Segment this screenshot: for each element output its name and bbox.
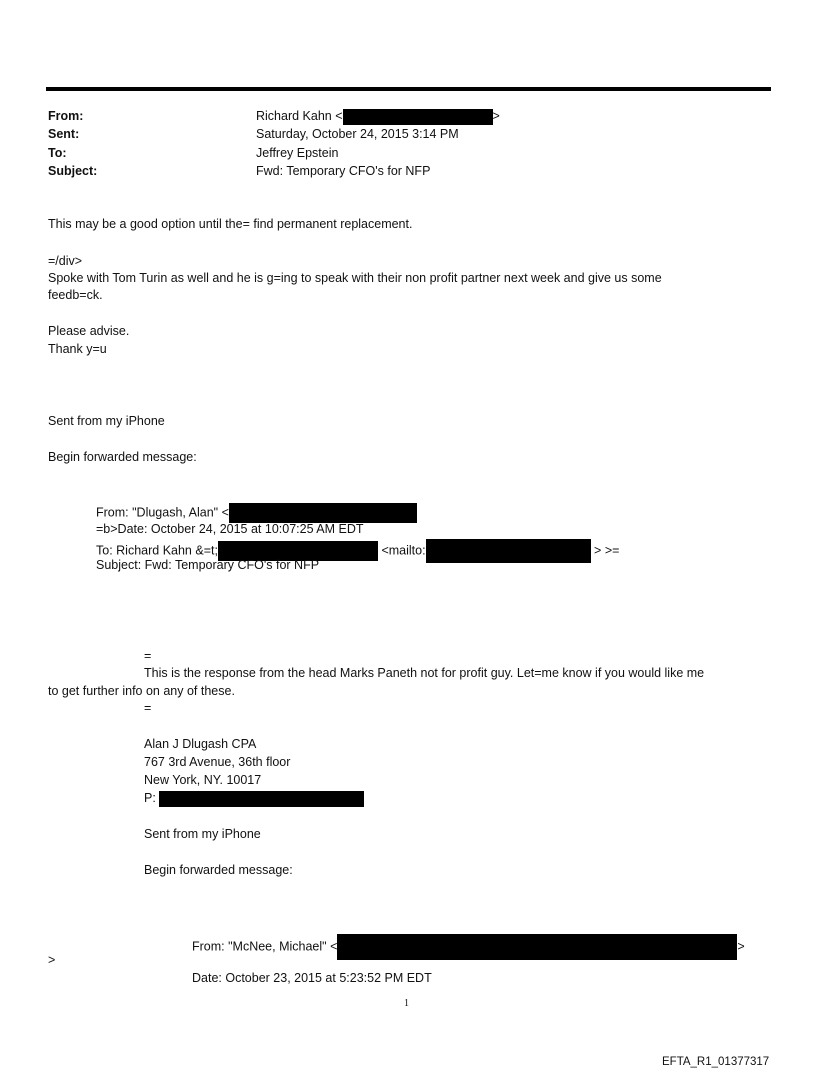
body-line: Spoke with Tom Turin as well and he is g=ing to speak with their non profit partner next week and give us some	[48, 271, 662, 285]
fwd1-body-line: This is the response from the head Marks Paneth not for profit guy. Let=me know if you would like me	[144, 666, 705, 680]
fwd2-from	[192, 934, 745, 960]
body-line: Thank y=u	[48, 342, 107, 356]
sent-label: Sent:	[48, 127, 80, 141]
page-number: 1	[404, 998, 409, 1009]
fwd1-eq: =	[144, 649, 152, 663]
signature-line: 767 3rd Avenue, 36th floor	[144, 755, 291, 769]
signature-line: Alan J Dlugash CPA	[144, 737, 257, 751]
body-line: Please advise.	[48, 324, 130, 338]
to-value: Jeffrey Epstein	[256, 146, 339, 160]
fwd1-to-end: > >=	[594, 543, 620, 558]
redaction-block	[159, 791, 364, 807]
from-name: Richard Kahn <	[256, 109, 343, 123]
subject-value: Fwd: Temporary CFO's for NFP	[256, 164, 431, 178]
fwd1-from	[96, 503, 417, 523]
redaction-block	[337, 934, 737, 960]
from-value	[256, 108, 500, 125]
header-rule	[46, 87, 771, 91]
fwd1-from-text: From: "Dlugash, Alan" <	[96, 505, 229, 520]
fwd2-from-close: >	[737, 939, 745, 954]
fwd1-date: =b>Date: October 24, 2015 at 10:07:25 AM EDT	[96, 522, 364, 536]
fwd2-from-text: From: "McNee, Michael" <	[192, 939, 338, 954]
redaction-block	[343, 109, 493, 125]
subject-label: Subject:	[48, 164, 98, 178]
fwd1-eq: =	[144, 701, 152, 715]
fwd1-sent: Sent from my iPhone	[144, 827, 261, 841]
body-line: =/div>	[48, 254, 83, 268]
fwd2-gt: >	[48, 953, 56, 967]
fwd1-to-text: To: Richard Kahn &=t;	[96, 543, 218, 558]
phone-label: P:	[144, 791, 156, 805]
fwd1-body-line: to get further info on any of these.	[48, 684, 235, 698]
document-id: EFTA_R1_01377317	[662, 1056, 770, 1068]
redaction-block	[229, 503, 417, 523]
body-line: feedb=ck.	[48, 288, 103, 302]
fwd1-mailto: <mailto:	[381, 543, 426, 558]
from-close: >	[492, 109, 500, 123]
signature-line: New York, NY. 10017	[144, 773, 262, 787]
fwd1-begin: Begin forwarded message:	[144, 863, 293, 877]
body-line: Sent from my iPhone	[48, 414, 165, 428]
body-line: Begin forwarded message:	[48, 450, 197, 464]
to-label: To:	[48, 146, 67, 160]
sent-value: Saturday, October 24, 2015 3:14 PM	[256, 127, 459, 141]
from-label: From:	[48, 109, 84, 123]
fwd1-subject: Subject: Fwd: Temporary CFO's for NFP	[96, 558, 320, 572]
body-line: This may be a good option until the= find permanent replacement.	[48, 217, 413, 231]
signature-phone	[144, 790, 364, 807]
redaction-block	[426, 539, 591, 563]
fwd2-date: Date: October 23, 2015 at 5:23:52 PM EDT	[192, 971, 432, 985]
